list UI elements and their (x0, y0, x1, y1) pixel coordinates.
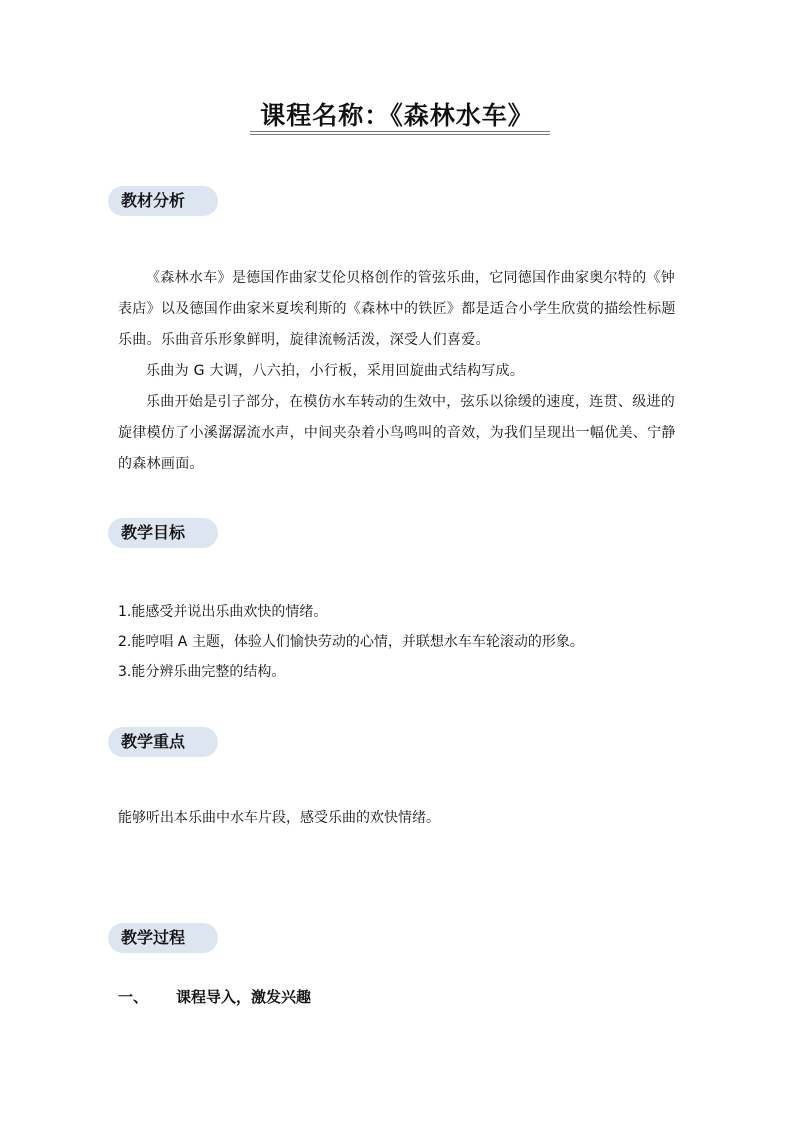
process-step-1-title: 课程导入，激发兴趣 (176, 988, 312, 1006)
page-title: 课程名称：《森林水车》 (260, 101, 534, 130)
goal-item-3: 3.能分辨乐曲完整的结构。 (118, 664, 286, 680)
section-heading-goals: 教学目标 (108, 518, 218, 548)
goal-item-2: 2.能哼唱 A 主题，体验人们愉快劳动的心情，并联想水车车轮滚动的形象。 (118, 634, 584, 650)
title-underline (250, 131, 550, 132)
analysis-paragraph-1: 《森林水车》是德国作曲家艾伦贝格创作的管弦乐曲，它同德国作曲家奥尔特的《钟表店》以及德国作曲家米夏埃利斯的《森林中的铁匠》都是适合小学生欣赏的描绘性标题乐曲。乐曲音乐形象鲜明，旋律流畅活泼，深受人们喜爱。 (118, 270, 676, 348)
key-points-text: 能够听出本乐曲中水车片段，感受乐曲的欢快情绪。 (118, 810, 440, 826)
goal-item-1: 1.能感受并说出乐曲欢快的情绪。 (118, 604, 328, 620)
section-heading-process: 教学过程 (108, 923, 218, 953)
section-heading-key-points: 教学重点 (108, 727, 218, 757)
process-step-1 (118, 983, 311, 1011)
analysis-paragraph-3: 乐曲开始是引子部分，在模仿水车转动的生效中，弦乐以徐缓的速度，连贯、级进的旋律模仿了小溪潺潺流水声，中间夹杂着小鸟鸣叫的音效，为我们呈现出一幅优美、宁静的森林画面。 (118, 394, 676, 472)
analysis-paragraph-2: 乐曲为 G 大调，八六拍，小行板，采用回旋曲式结构写成。 (146, 363, 525, 379)
title-underline-secondary (250, 134, 550, 135)
section-heading-analysis: 教材分析 (108, 186, 218, 216)
process-step-1-number: 一、 (118, 988, 149, 1006)
